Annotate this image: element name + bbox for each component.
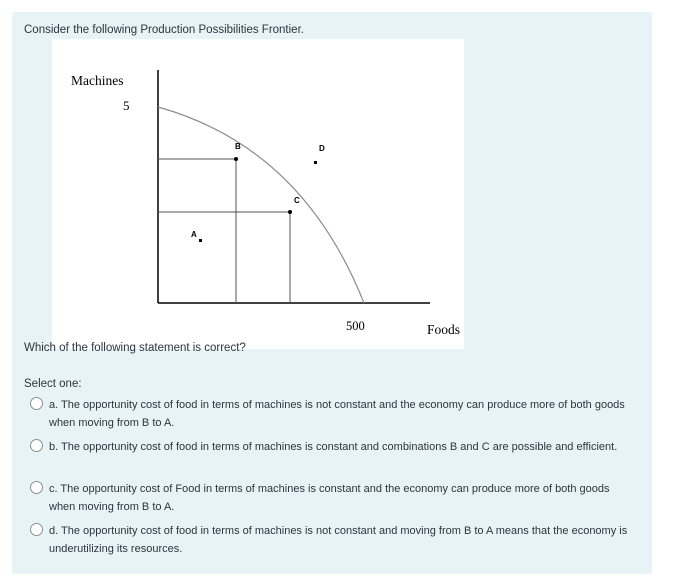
option-a-label[interactable]: a. The opportunity cost of food in terms of machines is not constant and the economy can produce more of both goods when moving from B to A. [49,399,625,429]
option-d-label[interactable]: d. The opportunity cost of food in terms of machines is not constant and moving from B to A means that the economy is underutilizing its resources. [49,525,628,555]
option-b[interactable] [30,438,630,456]
y-tick-label: 5 [123,98,130,113]
y-axis-label: Machines [71,73,124,88]
option-b-label[interactable]: b. The opportunity cost of food in terms of machines is constant and combinations B and C are possible and efficient. [49,441,618,453]
option-a[interactable] [30,396,630,432]
option-a-radio[interactable] [30,397,43,410]
point-d-label: D [319,144,325,153]
question-card [12,12,652,574]
option-c-label[interactable]: c. The opportunity cost of Food in terms of machines is constant and the economy can produce more of both goods when moving from B to A. [49,483,610,513]
option-d[interactable] [30,522,630,558]
point-b-label: B [235,142,241,151]
point-d-marker [314,161,317,164]
ppf-curve [158,107,364,303]
ppf-diagram [52,39,464,349]
ppf-figure [52,39,464,349]
option-b-radio[interactable] [30,439,43,452]
point-c-marker [288,210,292,214]
question-text: Which of the following statement is correct? [24,342,246,354]
point-a-marker [199,239,202,242]
point-c-label: C [294,196,300,205]
option-c-radio[interactable] [30,481,43,494]
point-a-label: A [191,230,197,239]
intro-text: Consider the following Production Possibilities Frontier. [24,24,304,36]
option-c[interactable] [30,480,630,516]
point-b-marker [234,157,238,161]
x-axis-label: Foods [427,322,461,337]
option-d-radio[interactable] [30,523,43,536]
x-tick-label: 500 [346,319,365,333]
select-one-label: Select one: [24,378,82,390]
